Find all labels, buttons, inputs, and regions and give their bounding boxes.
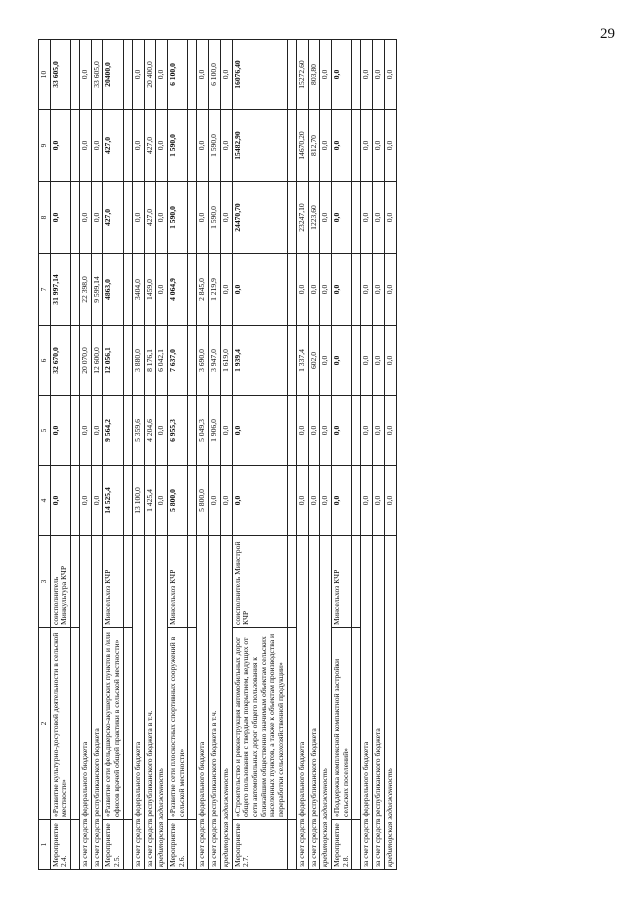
funding-value: 0,0: [308, 254, 320, 326]
funding-row: [373, 40, 385, 870]
funding-row: [296, 40, 308, 870]
funding-value: 5 359,6: [132, 396, 144, 466]
funding-value: 0,0: [373, 254, 385, 326]
spacer-row: [352, 40, 361, 870]
spacer-cell: [70, 628, 79, 820]
funding-value: 0,0: [156, 182, 168, 254]
funding-value: 0,0: [361, 254, 373, 326]
funding-value: 1459,0: [144, 254, 156, 326]
funding-value: 0,0: [220, 182, 232, 254]
total-value: 1 939,4: [232, 326, 287, 396]
measure-executor: соисполнитель Минкультура КЧР: [50, 536, 70, 628]
funding-value: 0,0: [373, 110, 385, 182]
funding-source-label: за счет средств республиканского бюджета в т.ч.: [209, 536, 221, 870]
funding-value: 13 100,0: [132, 466, 144, 536]
total-value: 16076,40: [232, 40, 287, 110]
funding-source-label: за счет средств республиканского бюджета: [91, 536, 103, 870]
funding-value: 1 219,9: [209, 254, 221, 326]
measure-row: [167, 40, 187, 870]
funding-value: 0,0: [132, 110, 144, 182]
funding-value: 0,0: [79, 40, 91, 110]
total-value: 0,0: [332, 326, 352, 396]
funding-value: 0,0: [320, 396, 332, 466]
funding-value: 9 599,14: [91, 254, 103, 326]
funding-value: 0,0: [373, 182, 385, 254]
funding-row: [384, 40, 396, 870]
funding-value: 0,0: [384, 466, 396, 536]
budget-table: [38, 39, 397, 870]
funding-value: 0,0: [220, 40, 232, 110]
total-value: 6 100,0: [167, 40, 187, 110]
total-value: 0,0: [232, 254, 287, 326]
funding-row: [220, 40, 232, 870]
funding-value: 23247,10: [296, 182, 308, 254]
total-value: 427,0: [103, 182, 123, 254]
total-value: 12 056,1: [103, 326, 123, 396]
column-number-9: 9: [39, 110, 51, 182]
funding-value: 803,80: [308, 40, 320, 110]
measure-name: «Развитие сети фельдшерско-акушерских пунктов и /или офисов врачей общей практики в сельской местности»: [103, 628, 123, 820]
measure-code: Мероприятие 2.5.: [103, 820, 123, 870]
column-number-6: 6: [39, 326, 51, 396]
measure-code: Мероприятие 2.8.: [332, 820, 352, 870]
funding-value: 0,0: [156, 254, 168, 326]
funding-row: [209, 40, 221, 870]
funding-value: 0,0: [384, 254, 396, 326]
funding-value: 1 590,0: [209, 182, 221, 254]
funding-source-label: кредиторская задолженность: [384, 536, 396, 870]
measure-row: [103, 40, 123, 870]
total-value: 0,0: [50, 110, 70, 182]
total-value: 20400,0: [103, 40, 123, 110]
spacer-row: [123, 40, 132, 870]
column-number-10: 10: [39, 40, 51, 110]
funding-value: 15272,60: [296, 40, 308, 110]
funding-value: 5 049,3: [197, 396, 209, 466]
funding-value: 427,0: [144, 182, 156, 254]
funding-value: 1 337,4: [296, 326, 308, 396]
funding-value: 0,0: [91, 396, 103, 466]
funding-value: 0,0: [79, 110, 91, 182]
funding-value: 1223,60: [308, 182, 320, 254]
funding-value: 0,0: [156, 110, 168, 182]
funding-value: 812,70: [308, 110, 320, 182]
funding-row: [156, 40, 168, 870]
total-value: 4 064,9: [167, 254, 187, 326]
funding-value: 0,0: [79, 466, 91, 536]
column-number-1: 1: [39, 820, 51, 870]
total-value: 0,0: [332, 396, 352, 466]
funding-value: 0,0: [320, 326, 332, 396]
funding-value: 1 590,0: [209, 110, 221, 182]
column-number-3: 3: [39, 536, 51, 628]
funding-source-label: за счет средств республиканского бюджета в т.ч.: [144, 536, 156, 870]
spacer-row: [70, 40, 79, 870]
total-value: 6 955,3: [167, 396, 187, 466]
spacer-row: [188, 40, 197, 870]
total-value: 0,0: [332, 466, 352, 536]
total-value: 33 605,0: [50, 40, 70, 110]
measure-name: «Строительство и реконструкция автомобильных дорог общего пользования с твердым покрытием, ведущих от сети автомобильных дорог общего пользования к ближайшим общественно значимым объектам сельских населенных пунктов, а также к объектам производства и переработки сельскохозяйственной продукции»: [232, 628, 287, 820]
funding-row: [91, 40, 103, 870]
funding-value: 0,0: [296, 466, 308, 536]
column-number-5: 5: [39, 396, 51, 466]
funding-source-label: за счет средств федерального бюджета: [132, 536, 144, 870]
funding-value: 0,0: [209, 466, 221, 536]
measure-code: Мероприятие 2.4.: [50, 820, 70, 870]
funding-value: 0,0: [320, 40, 332, 110]
spacer-row: [287, 40, 296, 870]
total-value: 0,0: [332, 40, 352, 110]
total-value: 1 590,0: [167, 110, 187, 182]
funding-value: 5 800,0: [197, 466, 209, 536]
funding-row: [308, 40, 320, 870]
funding-value: 3 880,0: [132, 326, 144, 396]
funding-value: 0,0: [156, 396, 168, 466]
funding-value: 0,0: [384, 326, 396, 396]
total-value: 7 637,0: [167, 326, 187, 396]
total-value: 0,0: [232, 396, 287, 466]
funding-value: 0,0: [320, 254, 332, 326]
funding-value: 0,0: [320, 466, 332, 536]
funding-value: 0,0: [308, 396, 320, 466]
funding-row: [197, 40, 209, 870]
funding-source-label: за счет средств федерального бюджета: [79, 536, 91, 870]
funding-value: 0,0: [384, 182, 396, 254]
funding-value: 0,0: [156, 40, 168, 110]
funding-value: 0,0: [79, 182, 91, 254]
total-value: 427,0: [103, 110, 123, 182]
measure-executor: Минсельхоз КЧР: [167, 536, 187, 628]
funding-value: 0,0: [197, 110, 209, 182]
funding-value: 0,0: [384, 396, 396, 466]
total-value: 9 564,2: [103, 396, 123, 466]
funding-value: 1 906,0: [209, 396, 221, 466]
column-number-8: 8: [39, 182, 51, 254]
total-value: 1 590,0: [167, 182, 187, 254]
rotated-table-container: [38, 40, 586, 870]
funding-value: 3 690,0: [197, 326, 209, 396]
spacer-cell: [123, 628, 132, 820]
funding-value: 0,0: [197, 40, 209, 110]
funding-source-label: за счет средств федерального бюджета: [361, 536, 373, 870]
total-value: 0,0: [232, 466, 287, 536]
funding-value: 33 605,0: [91, 40, 103, 110]
measure-name: «Развитие культурно-досуговой деятельности в сельской местности»: [50, 628, 70, 820]
total-value: 0,0: [50, 396, 70, 466]
funding-value: 20 070,0: [79, 326, 91, 396]
funding-row: [361, 40, 373, 870]
funding-row: [79, 40, 91, 870]
funding-source-label: кредиторская задолженность: [156, 536, 168, 870]
total-value: 0,0: [332, 110, 352, 182]
header-row: [39, 40, 51, 870]
funding-value: 0,0: [320, 110, 332, 182]
funding-value: 0,0: [220, 466, 232, 536]
funding-source-label: за счет средств федерального бюджета: [296, 536, 308, 870]
funding-value: 20 400,0: [144, 40, 156, 110]
column-number-7: 7: [39, 254, 51, 326]
funding-value: 0,0: [156, 466, 168, 536]
funding-value: 0,0: [361, 182, 373, 254]
total-value: 24470,70: [232, 182, 287, 254]
funding-row: [320, 40, 332, 870]
funding-value: 4 204,6: [144, 396, 156, 466]
measure-executor: соисполнитель Минстрой КЧР: [232, 536, 287, 628]
measure-name: «Развитие сети плоскостных спортивных сооружений в сельской местности»: [167, 628, 187, 820]
measure-name: «Поддержка комплексной компактной застройки сельских поселений»: [332, 628, 352, 820]
funding-value: 0,0: [197, 182, 209, 254]
funding-value: 22 398,0: [79, 254, 91, 326]
total-value: 0,0: [332, 254, 352, 326]
total-value: 4863,0: [103, 254, 123, 326]
funding-value: 427,0: [144, 110, 156, 182]
funding-source-label: за счет средств республиканского бюджета: [373, 536, 385, 870]
page-number: 29: [600, 26, 615, 42]
funding-value: 12 600,0: [91, 326, 103, 396]
total-value: 0,0: [332, 182, 352, 254]
funding-value: 0,0: [296, 396, 308, 466]
measure-code: Мероприятие 2.6.: [167, 820, 187, 870]
total-value: 14 525,4: [103, 466, 123, 536]
funding-value: 0,0: [91, 182, 103, 254]
measure-executor: Минсельхоз КЧР: [103, 536, 123, 628]
funding-row: [144, 40, 156, 870]
funding-value: 0,0: [384, 40, 396, 110]
funding-value: 0,0: [296, 254, 308, 326]
funding-value: 8 176,1: [144, 326, 156, 396]
column-number-4: 4: [39, 466, 51, 536]
funding-value: 0,0: [373, 396, 385, 466]
funding-value: 3404,0: [132, 254, 144, 326]
funding-value: 0,0: [308, 466, 320, 536]
measure-executor: Минсельхоз КЧР: [332, 536, 352, 628]
funding-source-label: кредиторская задолженность: [220, 536, 232, 870]
funding-value: 1 619,0: [220, 326, 232, 396]
column-number-2: 2: [39, 628, 51, 820]
measure-row: [332, 40, 352, 870]
total-value: 0,0: [50, 466, 70, 536]
total-value: 5 800,0: [167, 466, 187, 536]
funding-value: 6 100,0: [209, 40, 221, 110]
measure-row: [232, 40, 287, 870]
funding-value: 0,0: [220, 110, 232, 182]
funding-value: 0,0: [132, 182, 144, 254]
funding-source-label: кредиторская задолженность: [320, 536, 332, 870]
funding-value: 0,0: [361, 396, 373, 466]
funding-row: [132, 40, 144, 870]
funding-value: 14670,20: [296, 110, 308, 182]
funding-value: 0,0: [373, 466, 385, 536]
funding-value: 602,0: [308, 326, 320, 396]
funding-value: 6 042,1: [156, 326, 168, 396]
funding-value: 0,0: [132, 40, 144, 110]
funding-value: 0,0: [361, 110, 373, 182]
measure-row: [50, 40, 70, 870]
spacer-cell: [352, 628, 361, 820]
total-value: 15482,90: [232, 110, 287, 182]
funding-value: 0,0: [373, 40, 385, 110]
funding-value: 3 947,0: [209, 326, 221, 396]
total-value: 0,0: [50, 182, 70, 254]
funding-value: 0,0: [384, 110, 396, 182]
funding-value: 0,0: [320, 182, 332, 254]
funding-source-label: за счет средств федерального бюджета: [197, 536, 209, 870]
funding-value: 2 845,0: [197, 254, 209, 326]
funding-value: 1 425,4: [144, 466, 156, 536]
total-value: 32 670,0: [50, 326, 70, 396]
funding-value: 0,0: [361, 466, 373, 536]
spacer-cell: [287, 628, 296, 820]
funding-value: 0,0: [220, 254, 232, 326]
funding-value: 0,0: [91, 110, 103, 182]
table-body: [39, 40, 397, 870]
funding-value: 0,0: [79, 396, 91, 466]
funding-source-label: за счет средств республиканского бюджета: [308, 536, 320, 870]
funding-value: 0,0: [361, 40, 373, 110]
funding-value: 0,0: [91, 466, 103, 536]
funding-value: 0,0: [361, 326, 373, 396]
funding-value: 0,0: [220, 396, 232, 466]
measure-code: Мероприятие 2.7.: [232, 820, 287, 870]
total-value: 31 997,14: [50, 254, 70, 326]
funding-value: 0,0: [373, 326, 385, 396]
spacer-cell: [188, 628, 197, 820]
